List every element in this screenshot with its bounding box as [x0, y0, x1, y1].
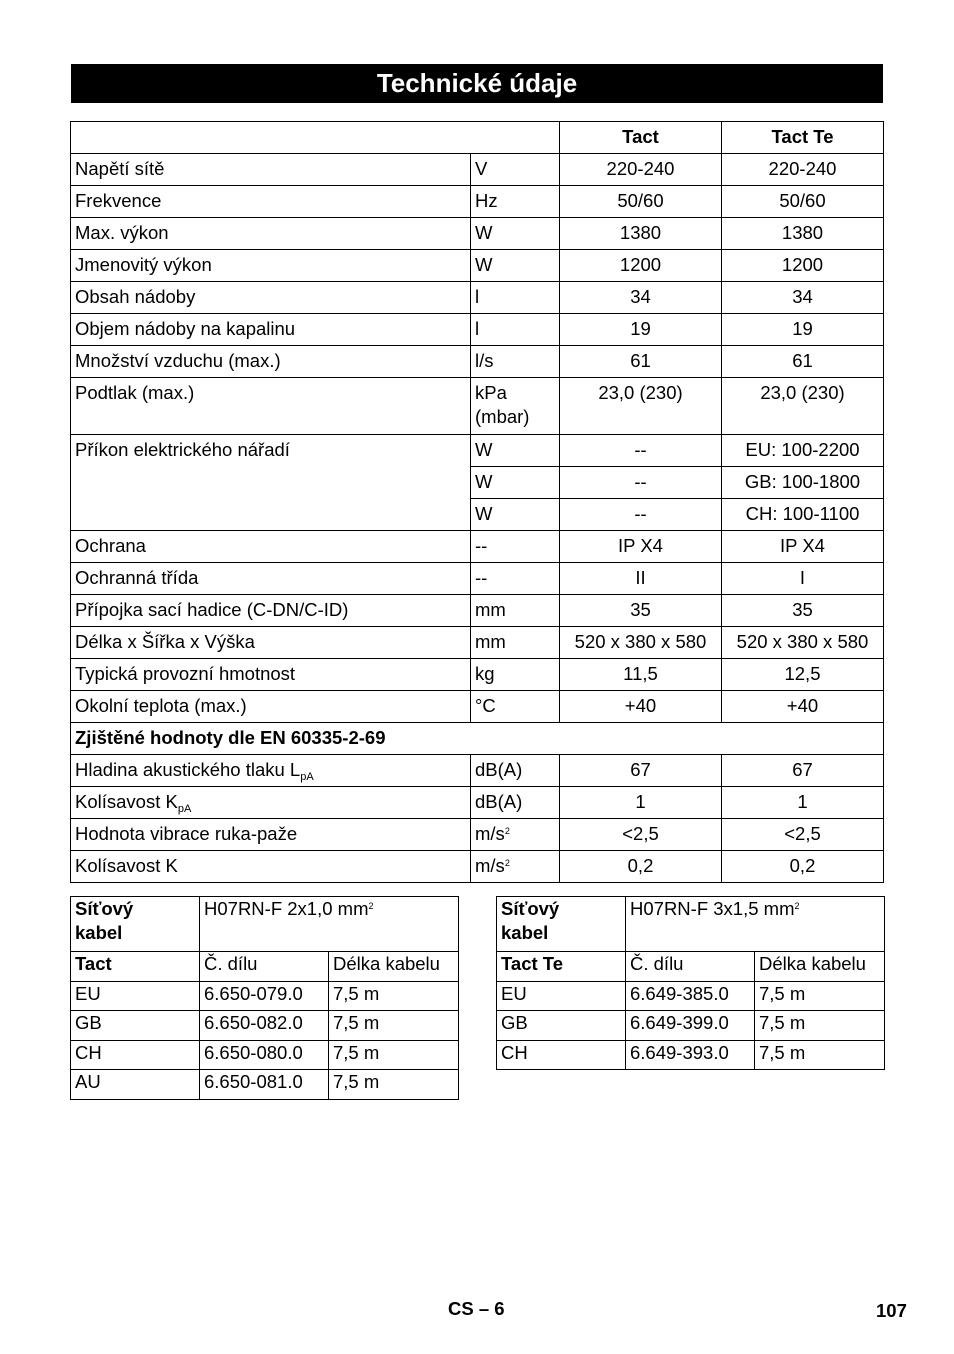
spec-unit	[471, 819, 560, 851]
spec-value-tact-te	[722, 691, 884, 723]
spec-value-tact-te-text: GB: 100-1800	[744, 471, 861, 492]
cable-part-number	[200, 1070, 329, 1100]
spec-value-tact-text: 23,0 (230)	[598, 382, 683, 403]
cable-length	[329, 981, 459, 1011]
type-superscript: 2	[794, 901, 800, 911]
spec-value-tact	[560, 154, 722, 186]
spec-value-tact-text: 0,2	[627, 855, 654, 876]
cable-length	[329, 1011, 459, 1041]
spec-unit-text: l	[475, 286, 480, 307]
spec-label	[71, 851, 471, 883]
spec-value-tact-te-text: 19	[792, 318, 813, 339]
spec-label-text: Max. výkon	[75, 222, 169, 243]
spec-value-tact-text: 520 x 380 x 580	[574, 631, 707, 652]
spec-value-tact	[560, 346, 722, 378]
spec-label	[71, 819, 471, 851]
table-row	[71, 755, 884, 787]
spec-label	[71, 659, 471, 691]
table-row	[71, 819, 884, 851]
cable-col-part-text: Č. dílu	[630, 953, 684, 974]
spec-unit-text: dB(A)	[475, 759, 523, 780]
cable-country-text: CH	[75, 1041, 102, 1063]
spec-label-text: Podtlak (max.)	[75, 382, 195, 403]
spec-unit-text: kPa	[475, 382, 507, 403]
spec-label	[71, 627, 471, 659]
spec-value-tact-text: 220-240	[606, 158, 675, 179]
table-row	[71, 186, 884, 218]
table-row	[71, 1070, 459, 1100]
cable-part-number	[200, 1011, 329, 1041]
spec-unit	[471, 627, 560, 659]
header-tact-te-text: Tact Te	[771, 126, 834, 147]
spec-value-tact	[560, 378, 722, 435]
spec-unit	[471, 531, 560, 563]
cable-label	[497, 897, 626, 952]
table-row	[71, 563, 884, 595]
spec-label	[71, 218, 471, 250]
spec-unit	[471, 563, 560, 595]
spec-label-text: Ochrana	[75, 535, 146, 556]
spec-value-tact-te	[722, 346, 884, 378]
spec-value-tact-te-text: EU: 100-2200	[745, 439, 860, 460]
cable-length-text: 7,5 m	[333, 1041, 380, 1063]
cable-part-number	[626, 1011, 755, 1041]
spec-unit-text: mm	[475, 599, 506, 620]
spec-value-tact-te-text: I	[799, 567, 806, 588]
cable-length-text: 7,5 m	[759, 982, 806, 1004]
cable-length	[329, 1040, 459, 1070]
cable-type-row	[497, 897, 885, 952]
spec-unit-text: --	[475, 535, 488, 556]
spec-value-tact-text: +40	[624, 695, 657, 716]
spec-value-tact-te	[722, 787, 884, 819]
cable-col-part	[626, 952, 755, 982]
cable-country	[497, 1040, 626, 1070]
cable-part-number	[200, 1040, 329, 1070]
spec-unit-text: l	[475, 318, 480, 339]
spec-value-tact-te-text: 520 x 380 x 580	[736, 631, 869, 652]
spec-unit	[471, 154, 560, 186]
spec-value-tact-te-text: 220-240	[768, 158, 837, 179]
spec-value-tact	[560, 467, 722, 499]
spec-value-tact-text: 1200	[619, 254, 662, 275]
spec-label-text: Hodnota vibrace ruka-paže	[75, 823, 298, 844]
spec-value-tact-text: II	[635, 567, 646, 588]
cable-part-number-text: 6.649-393.0	[630, 1041, 729, 1063]
spec-label-text: Příkon elektrického nářadí	[75, 439, 290, 460]
spec-value-tact-text: 1380	[619, 222, 662, 243]
spec-value-tact	[560, 627, 722, 659]
cable-col-length	[755, 952, 885, 982]
spec-unit-text: V	[475, 158, 488, 179]
spec-value-tact-text: 67	[630, 759, 651, 780]
spec-value-tact-te-text: 34	[792, 286, 813, 307]
cable-country-text: GB	[501, 1012, 528, 1033]
spec-unit-text: m/s	[475, 855, 505, 876]
table-row	[71, 282, 884, 314]
cable-model	[71, 952, 200, 982]
table-row	[71, 346, 884, 378]
spec-value-tact-text: 34	[630, 286, 651, 307]
unit-superscript: 2	[504, 858, 510, 868]
cable-type-row	[71, 897, 459, 952]
spec-value-tact-te-text: 67	[792, 759, 813, 780]
spec-unit	[471, 186, 560, 218]
section-heading	[71, 723, 884, 755]
table-row	[71, 787, 884, 819]
spec-value-tact	[560, 314, 722, 346]
spec-value-tact-text: 35	[630, 599, 651, 620]
table-row	[71, 314, 884, 346]
spec-value-tact-te-text: 61	[792, 350, 813, 371]
table-row	[71, 154, 884, 186]
spec-value-tact-te	[722, 627, 884, 659]
spec-unit	[471, 787, 560, 819]
page-number: 107	[876, 1300, 907, 1321]
spec-label	[71, 154, 471, 186]
cable-length	[329, 1070, 459, 1100]
spec-unit	[471, 499, 560, 531]
spec-unit-text: Hz	[475, 190, 498, 211]
spec-unit-text: W	[475, 439, 493, 460]
table-row	[71, 250, 884, 282]
spec-unit-text: mm	[475, 631, 506, 652]
spec-value-tact-text: 61	[630, 350, 651, 371]
spec-unit	[471, 282, 560, 314]
spec-value-tact-te-text: 1	[797, 791, 808, 812]
spec-value-tact	[560, 595, 722, 627]
spec-unit-line2: (mbar)	[475, 406, 530, 427]
spec-value-tact-te	[722, 467, 884, 499]
spec-unit-text: W	[475, 254, 493, 275]
footer-section: CS – 6	[448, 1298, 505, 1319]
table-row	[71, 691, 884, 723]
spec-unit	[471, 435, 560, 467]
cable-length	[755, 981, 885, 1011]
spec-value-tact-text: 1	[635, 791, 646, 812]
spec-label	[71, 314, 471, 346]
spec-value-tact-te	[722, 314, 884, 346]
cable-country-text: AU	[75, 1071, 101, 1092]
unit-superscript: 2	[504, 826, 510, 836]
spec-label-text: Ochranná třída	[75, 567, 199, 588]
spec-unit-text: W	[475, 503, 493, 524]
cable-label-text: Síťový	[75, 898, 134, 919]
spec-unit	[471, 250, 560, 282]
spec-label	[71, 435, 471, 531]
spec-label	[71, 787, 471, 819]
spec-table	[70, 121, 884, 883]
table-row	[497, 1040, 885, 1070]
spec-value-tact	[560, 499, 722, 531]
table-row	[71, 595, 884, 627]
spec-value-tact-te	[722, 154, 884, 186]
spec-value-tact-text: IP X4	[618, 535, 663, 556]
spec-unit	[471, 378, 560, 435]
cable-header-row	[497, 952, 885, 982]
spec-label-text: Frekvence	[75, 190, 162, 211]
cable-country	[71, 1011, 200, 1041]
header-tact-te	[722, 122, 884, 154]
table-row	[497, 981, 885, 1011]
spec-unit	[471, 691, 560, 723]
spec-unit	[471, 755, 560, 787]
spec-unit	[471, 314, 560, 346]
cable-label-line2: kabel	[75, 922, 123, 943]
spec-unit	[471, 659, 560, 691]
table-row	[71, 531, 884, 563]
spec-label	[71, 563, 471, 595]
spec-label-text: Délka x Šířka x Výška	[75, 631, 255, 652]
spec-value-tact-te	[722, 851, 884, 883]
spec-value-tact-te-text: 35	[792, 599, 813, 620]
cable-country	[71, 1040, 200, 1070]
spec-unit-text: kg	[475, 663, 495, 684]
cable-part-number	[626, 1040, 755, 1070]
spec-value-tact-text: <2,5	[622, 823, 659, 844]
cable-part-number-text: 6.650-079.0	[204, 982, 303, 1004]
spec-label-text: Přípojka sací hadice (C-DN/C-ID)	[75, 599, 349, 620]
spec-label-text: Napětí sítě	[75, 158, 165, 179]
spec-label	[71, 186, 471, 218]
cable-country	[71, 981, 200, 1011]
table-row	[71, 435, 884, 467]
spec-label-text: Hladina akustického tlaku L	[75, 759, 301, 780]
spec-unit	[471, 467, 560, 499]
spec-value-tact	[560, 755, 722, 787]
spec-label	[71, 531, 471, 563]
cable-length-text: 7,5 m	[333, 1071, 380, 1092]
spec-label-text: Množství vzduchu (max.)	[75, 350, 281, 371]
spec-label-text: Jmenovitý výkon	[75, 254, 212, 275]
header-blank	[71, 122, 560, 154]
section-row	[71, 723, 884, 755]
cable-col-part-text: Č. dílu	[204, 953, 258, 974]
spec-value-tact-te	[722, 659, 884, 691]
cable-country	[497, 981, 626, 1011]
spec-value-tact-te	[722, 595, 884, 627]
spec-value-tact-te-text: +40	[786, 695, 819, 716]
spec-value-tact	[560, 531, 722, 563]
spec-unit-text: l/s	[475, 350, 494, 371]
section-heading-text: Zjištěné hodnoty dle EN 60335-2-69	[75, 727, 386, 748]
spec-value-tact-te-text: CH: 100-1100	[745, 503, 860, 524]
page-title: Technické údaje	[71, 64, 883, 103]
spec-value-tact-te-text: IP X4	[780, 535, 825, 556]
table-row	[71, 851, 884, 883]
spec-label	[71, 250, 471, 282]
spec-value-tact-text: 50/60	[617, 190, 664, 211]
spec-value-tact-te-text: 1380	[781, 222, 824, 243]
spec-value-tact	[560, 787, 722, 819]
table-row	[497, 1011, 885, 1041]
spec-value-tact-te	[722, 755, 884, 787]
spec-unit	[471, 851, 560, 883]
cable-col-length-text: Délka kabelu	[759, 953, 866, 974]
cable-part-number-text: 6.650-080.0	[204, 1041, 303, 1063]
spec-label-text: Typická provozní hmotnost	[75, 663, 296, 684]
cable-country-text: EU	[501, 982, 527, 1004]
cable-col-length	[329, 952, 459, 982]
spec-value-tact-te	[722, 499, 884, 531]
cable-type-text: H07RN-F 3x1,5 mm	[630, 898, 795, 919]
cable-part-number-text: 6.649-385.0	[630, 982, 729, 1004]
spec-value-tact	[560, 819, 722, 851]
cable-part-number	[626, 981, 755, 1011]
cable-country	[71, 1070, 200, 1100]
spec-value-tact-te-text: 0,2	[789, 855, 816, 876]
spec-unit	[471, 595, 560, 627]
header-tact-text: Tact	[622, 126, 659, 147]
spec-label	[71, 755, 471, 787]
spec-label	[71, 346, 471, 378]
header-tact	[560, 122, 722, 154]
table-row	[71, 378, 884, 435]
cable-type	[200, 897, 459, 952]
spec-value-tact-te-text: 50/60	[779, 190, 826, 211]
spec-label	[71, 691, 471, 723]
spec-value-tact	[560, 435, 722, 467]
spec-value-tact-text: 11,5	[623, 663, 658, 684]
spec-label-text: Obsah nádoby	[75, 286, 196, 307]
spec-unit	[471, 218, 560, 250]
cable-model-text: Tact	[75, 953, 112, 974]
cable-country-text: CH	[501, 1041, 528, 1063]
table-row	[71, 218, 884, 250]
cable-country	[497, 1011, 626, 1041]
spec-value-tact-te	[722, 563, 884, 595]
cable-length-text: 7,5 m	[333, 982, 380, 1004]
spec-label-text: Objem nádoby na kapalinu	[75, 318, 296, 339]
spec-header-row	[71, 122, 884, 154]
cable-length-text: 7,5 m	[333, 1012, 380, 1033]
spec-value-tact-te	[722, 819, 884, 851]
spec-value-tact-te	[722, 531, 884, 563]
spec-label	[71, 378, 471, 435]
spec-unit	[471, 346, 560, 378]
spec-unit-text: dB(A)	[475, 791, 523, 812]
cable-col-part	[200, 952, 329, 982]
type-superscript: 2	[368, 901, 374, 911]
cable-type-text: H07RN-F 2x1,0 mm	[204, 898, 369, 919]
spec-unit-text: m/s	[475, 823, 505, 844]
label-subscript: pA	[300, 771, 314, 783]
cable-model-text: Tact Te	[501, 953, 564, 974]
table-row	[71, 1040, 459, 1070]
cable-header-row	[71, 952, 459, 982]
cable-model	[497, 952, 626, 982]
spec-value-tact-te	[722, 218, 884, 250]
cable-table-tact	[70, 896, 459, 1100]
cable-length-text: 7,5 m	[759, 1012, 806, 1033]
spec-value-tact-te	[722, 250, 884, 282]
cable-part-number-text: 6.649-399.0	[630, 1012, 729, 1033]
spec-value-tact-text: --	[634, 471, 647, 492]
cable-length	[755, 1040, 885, 1070]
table-row	[71, 981, 459, 1011]
spec-label	[71, 282, 471, 314]
cable-length-text: 7,5 m	[759, 1041, 806, 1063]
spec-value-tact-text: --	[634, 439, 647, 460]
spec-value-tact-te-text: 1200	[781, 254, 824, 275]
spec-value-tact-te-text: 12,5	[784, 663, 821, 684]
spec-value-tact	[560, 282, 722, 314]
table-row	[71, 627, 884, 659]
cable-label-text: Síťový	[501, 898, 560, 919]
cable-country-text: GB	[75, 1012, 102, 1033]
cable-part-number-text: 6.650-082.0	[204, 1012, 303, 1033]
spec-value-tact-text: --	[634, 503, 647, 524]
cable-country-text: EU	[75, 982, 101, 1004]
spec-value-tact	[560, 186, 722, 218]
spec-value-tact	[560, 691, 722, 723]
spec-label-text: Okolní teplota (max.)	[75, 695, 247, 716]
spec-value-tact-te	[722, 435, 884, 467]
spec-label	[71, 595, 471, 627]
spec-unit-text: °C	[475, 695, 496, 716]
cable-col-length-text: Délka kabelu	[333, 953, 440, 974]
spec-unit-text: W	[475, 471, 493, 492]
spec-value-tact	[560, 250, 722, 282]
table-row	[71, 659, 884, 691]
spec-value-tact-text: 19	[630, 318, 651, 339]
spec-label-text: Kolísavost K	[75, 855, 178, 876]
spec-value-tact-te	[722, 282, 884, 314]
spec-value-tact-te-text: <2,5	[784, 823, 821, 844]
spec-unit-text: W	[475, 222, 493, 243]
cable-label	[71, 897, 200, 952]
spec-value-tact	[560, 563, 722, 595]
spec-value-tact	[560, 218, 722, 250]
spec-value-tact	[560, 851, 722, 883]
spec-value-tact-te	[722, 186, 884, 218]
cable-label-line2: kabel	[501, 922, 549, 943]
table-row	[71, 1011, 459, 1041]
spec-value-tact-te-text: 23,0 (230)	[760, 382, 845, 403]
spec-unit-text: --	[475, 567, 488, 588]
label-subscript: pA	[177, 803, 192, 815]
spec-value-tact	[560, 659, 722, 691]
cable-table-tact-te	[496, 896, 885, 1070]
cable-part-number	[200, 981, 329, 1011]
cable-part-number-text: 6.650-081.0	[204, 1071, 303, 1092]
spec-label-text: Kolísavost K	[75, 791, 178, 812]
cable-type	[626, 897, 885, 952]
cable-length	[755, 1011, 885, 1041]
spec-value-tact-te	[722, 378, 884, 435]
